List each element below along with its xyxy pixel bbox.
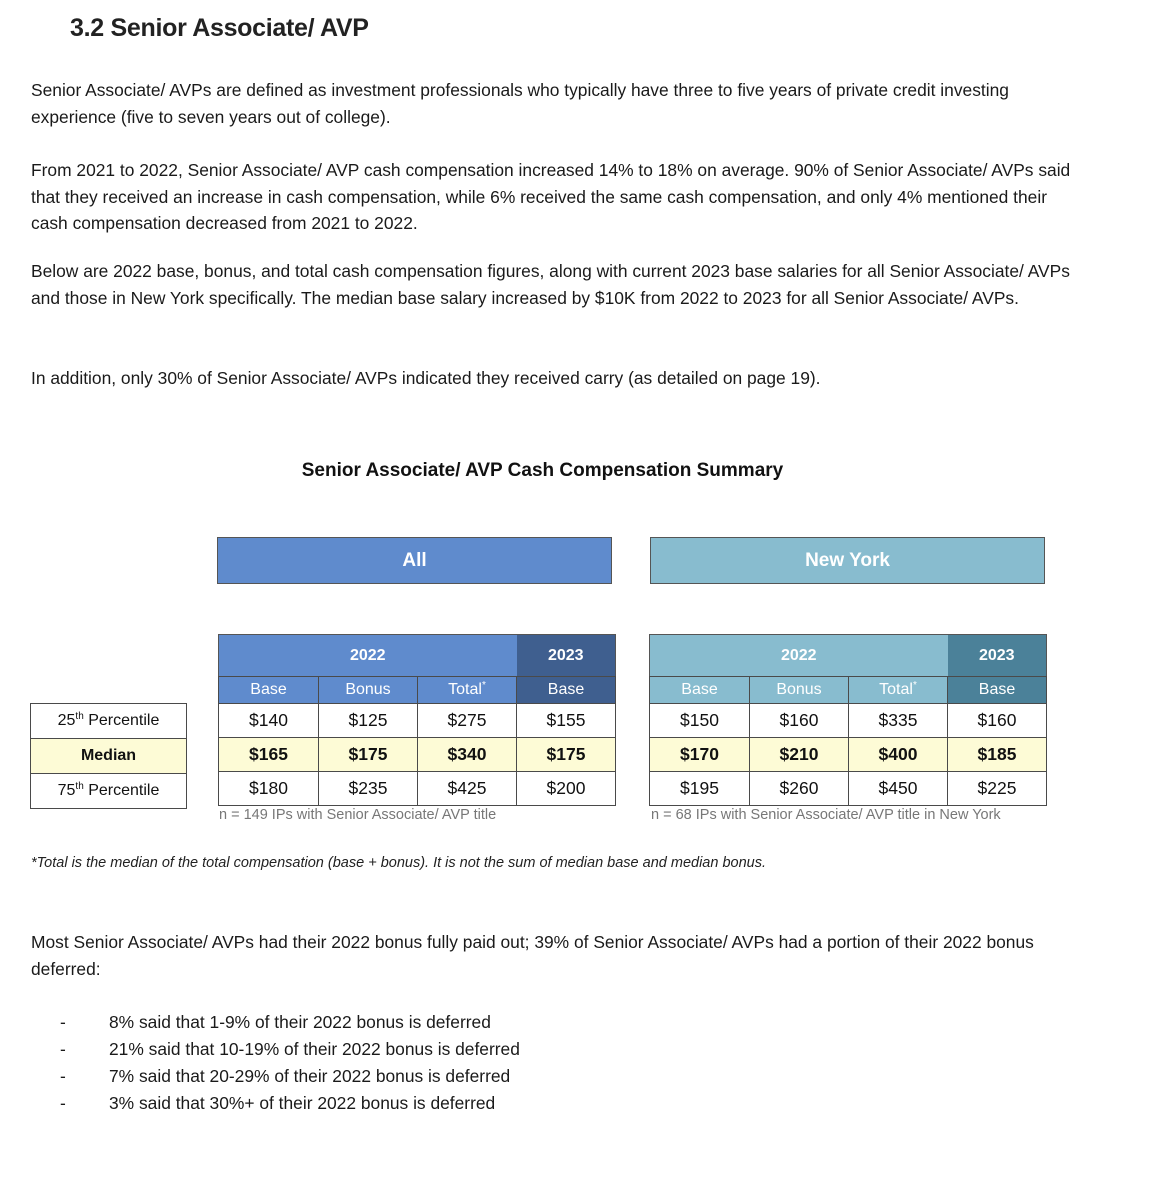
cell: $170 bbox=[650, 738, 750, 772]
col-total-2022: Total* bbox=[849, 677, 948, 704]
list-item: - 8% said that 1-9% of their 2022 bonus is deferred bbox=[60, 1009, 520, 1036]
cell: $165 bbox=[219, 738, 319, 772]
cell: $335 bbox=[849, 704, 948, 738]
cell: $125 bbox=[319, 704, 418, 738]
cell: $425 bbox=[418, 772, 517, 806]
table-row-25th bbox=[650, 704, 1047, 738]
col-bonus-2022: Bonus bbox=[319, 677, 418, 704]
table-row-median bbox=[219, 738, 616, 772]
sample-note-all: n = 149 IPs with Senior Associate/ AVP title bbox=[219, 807, 497, 823]
header-2022: 2022 bbox=[219, 635, 517, 677]
cell: $275 bbox=[418, 704, 517, 738]
carry-paragraph: In addition, only 30% of Senior Associate/ AVPs indicated they received carry (as detailed on page 19). bbox=[31, 368, 821, 388]
header-2023: 2023 bbox=[948, 635, 1047, 677]
col-base-2022: Base bbox=[650, 677, 750, 704]
dash-bullet-icon: - bbox=[60, 1093, 66, 1113]
section-heading: 3.2 Senior Associate/ AVP bbox=[70, 14, 369, 42]
comp-table-new-york bbox=[649, 634, 1047, 806]
table-row-75th bbox=[219, 772, 616, 806]
cell: $450 bbox=[849, 772, 948, 806]
col-base-2023: Base bbox=[948, 677, 1047, 704]
dash-bullet-icon: - bbox=[60, 1066, 66, 1086]
comp-table-all bbox=[218, 634, 616, 806]
cell: $140 bbox=[219, 704, 319, 738]
cell: $185 bbox=[948, 738, 1047, 772]
cell: $195 bbox=[650, 772, 750, 806]
list-item: - 21% said that 10-19% of their 2022 bonus is deferred bbox=[60, 1036, 520, 1063]
deferral-list bbox=[60, 1009, 520, 1117]
table-row-25th bbox=[219, 704, 616, 738]
cell: $225 bbox=[948, 772, 1047, 806]
cell: $160 bbox=[750, 704, 849, 738]
table-row-median bbox=[650, 738, 1047, 772]
dash-bullet-icon: - bbox=[60, 1039, 66, 1059]
deferral-intro-paragraph: Most Senior Associate/ AVPs had their 2022 bonus fully paid out; 39% of Senior Associate/ AVPs had a portion of their 2022 bonus deferred: bbox=[31, 932, 1034, 979]
label-row-25th bbox=[31, 704, 187, 739]
dash-bullet-icon: - bbox=[60, 1012, 66, 1032]
sample-note-new-york: n = 68 IPs with Senior Associate/ AVP title in New York bbox=[651, 807, 1001, 823]
comp-change-paragraph: From 2021 to 2022, Senior Associate/ AVP cash compensation increased 14% to 18% on average. 90% of Senior Associate/ AVPs said that they received an increase in cash compensation, while 6% received the same cash compensation, and only 4% mentioned their cash compensation decreased from 2021 to 2022. bbox=[31, 160, 1071, 233]
label-25th-percentile: 25th Percentile bbox=[31, 704, 187, 739]
cell: $160 bbox=[948, 704, 1047, 738]
list-item: - 7% said that 20-29% of their 2022 bonus is deferred bbox=[60, 1063, 520, 1090]
label-row-75th bbox=[31, 774, 187, 809]
header-2023: 2023 bbox=[517, 635, 616, 677]
percentile-labels bbox=[30, 703, 187, 809]
label-75th-percentile: 75th Percentile bbox=[31, 774, 187, 809]
label-median: Median bbox=[31, 739, 187, 774]
cell: $235 bbox=[319, 772, 418, 806]
label-row-median bbox=[31, 739, 187, 774]
col-base-2022: Base bbox=[219, 677, 319, 704]
list-item: - 3% said that 30%+ of their 2022 bonus is deferred bbox=[60, 1090, 520, 1117]
cell: $200 bbox=[517, 772, 616, 806]
col-base-2023: Base bbox=[517, 677, 616, 704]
figures-intro-paragraph: Below are 2022 base, bonus, and total cash compensation figures, along with current 2023 base salaries for all Senior Associate/ AVPs and those in New York specifically. The median base salary increased by $10K from 2022 to 2023 for all Senior Associate/ AVPs. bbox=[31, 261, 1070, 308]
cell: $400 bbox=[849, 738, 948, 772]
cell: $155 bbox=[517, 704, 616, 738]
cell: $180 bbox=[219, 772, 319, 806]
total-footnote: *Total is the median of the total compensation (base + bonus). It is not the sum of median base and median bonus. bbox=[31, 855, 766, 871]
cell: $175 bbox=[517, 738, 616, 772]
definition-paragraph: Senior Associate/ AVPs are defined as investment professionals who typically have three to five years of private credit investing experience (five to seven years out of college). bbox=[31, 80, 1009, 127]
col-bonus-2022: Bonus bbox=[750, 677, 849, 704]
cell: $260 bbox=[750, 772, 849, 806]
cell: $150 bbox=[650, 704, 750, 738]
header-2022: 2022 bbox=[650, 635, 948, 677]
table-row-75th bbox=[650, 772, 1047, 806]
cell: $210 bbox=[750, 738, 849, 772]
summary-title: Senior Associate/ AVP Cash Compensation Summary bbox=[301, 460, 784, 481]
col-total-2022: Total* bbox=[418, 677, 517, 704]
banner-new-york: New York bbox=[650, 537, 1045, 584]
cell: $340 bbox=[418, 738, 517, 772]
cell: $175 bbox=[319, 738, 418, 772]
banner-all: All bbox=[217, 537, 612, 584]
